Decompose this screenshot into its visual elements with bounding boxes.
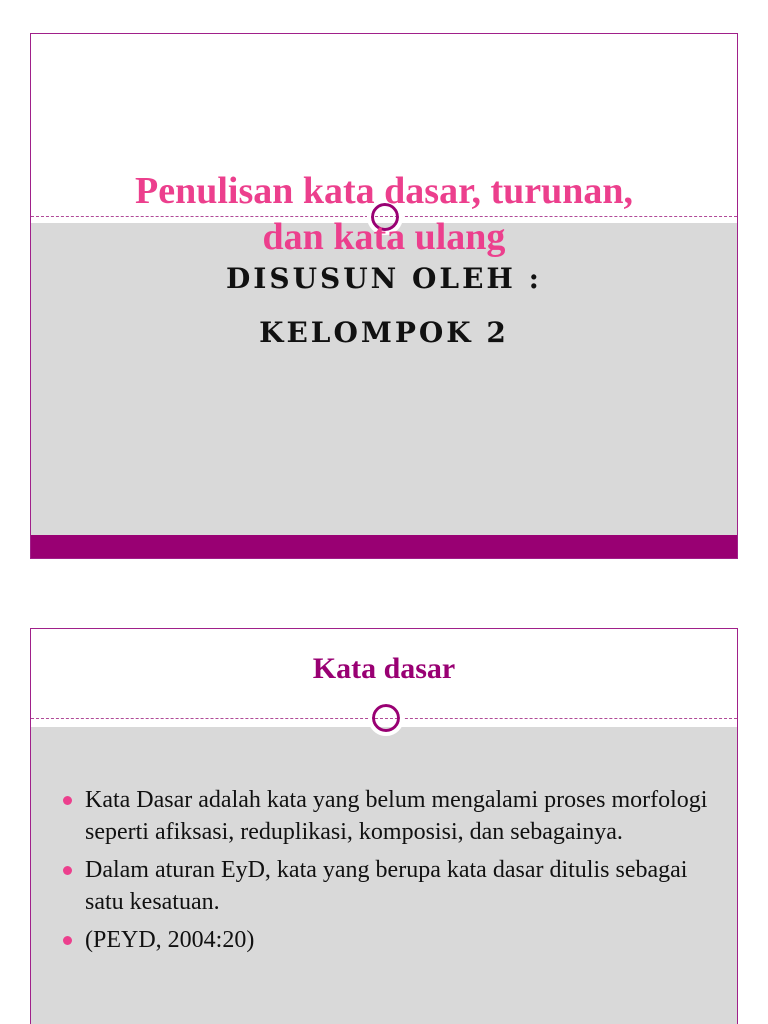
footer-bar xyxy=(31,535,737,559)
list-item xyxy=(63,854,713,918)
bullet-text: Kata Dasar adalah kata yang belum mengalami proses morfologi seperti afiksasi, reduplikasi, komposisi, dan sebagainya. xyxy=(85,787,708,845)
title-slide xyxy=(30,33,738,559)
content-slide xyxy=(30,628,738,1024)
bullet-text: Dalam aturan EyD, kata yang berupa kata dasar ditulis sebagai satu kesatuan. xyxy=(85,857,688,915)
bullet-text: (PEYD, 2004:20) xyxy=(85,927,255,953)
slide-subtitle xyxy=(31,252,737,360)
bullet-dot-icon xyxy=(63,936,72,945)
ring-ornament-icon xyxy=(372,704,400,732)
bullet-dot-icon xyxy=(63,866,72,875)
subtitle-line: DISUSUN OLEH : xyxy=(226,262,542,295)
subtitle-line: KELOMPOK 2 xyxy=(259,316,509,349)
slide-title xyxy=(31,168,737,260)
slide-title-line: dan kata ulang xyxy=(262,216,506,258)
list-item xyxy=(63,924,713,956)
bullet-list xyxy=(63,784,713,962)
bullet-dot-icon xyxy=(63,796,72,805)
slide-heading: Kata dasar xyxy=(312,652,456,685)
list-item xyxy=(63,784,713,848)
slide-title-line: Penulisan kata dasar, turunan, xyxy=(134,170,634,212)
